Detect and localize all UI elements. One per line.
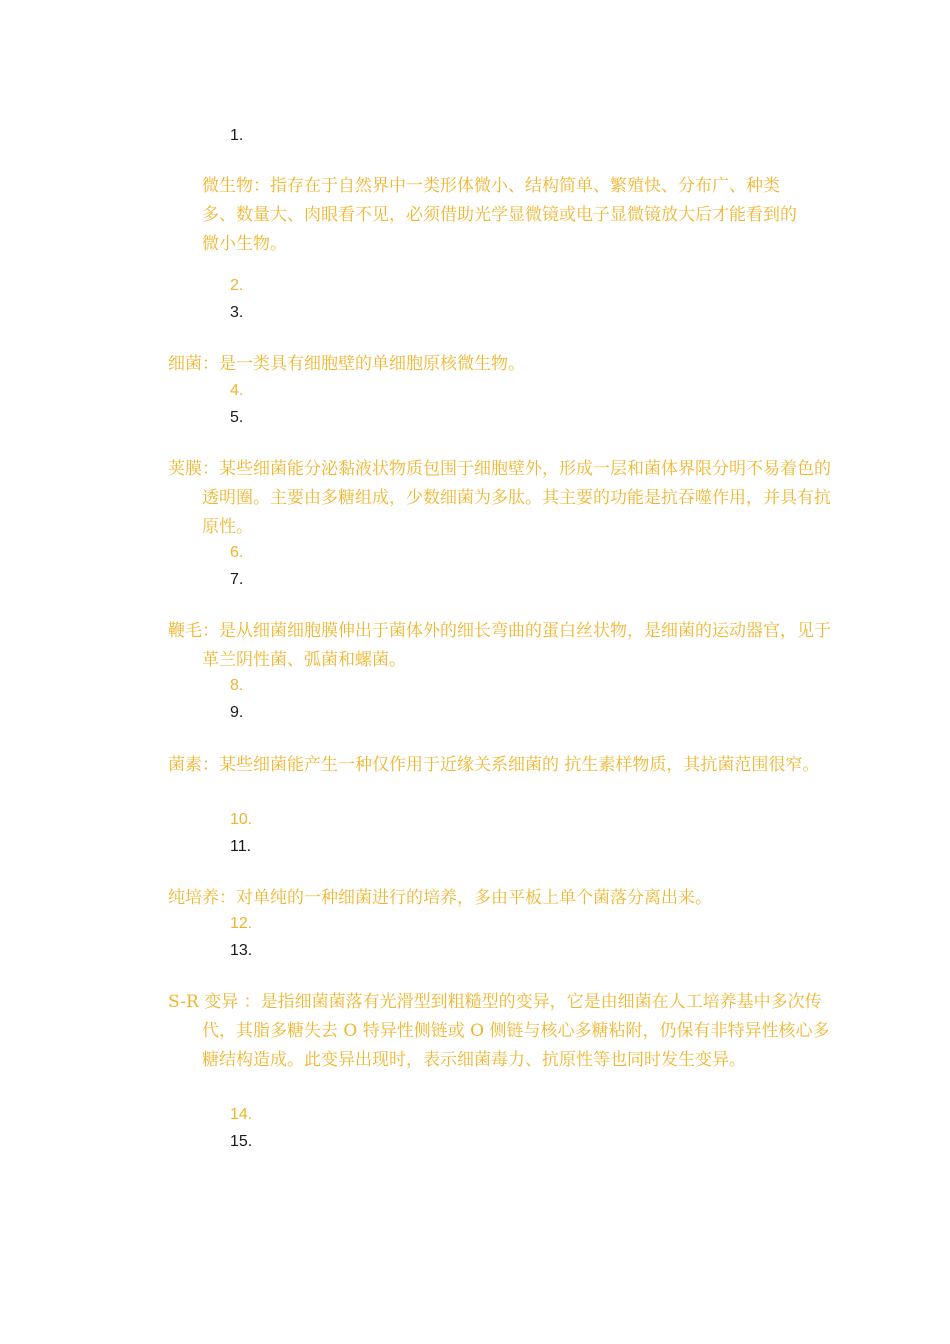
- list-number: 1.: [230, 127, 244, 144]
- list-number: 11.: [230, 838, 252, 855]
- definition-paragraph: S-R 变异 ：是指细菌菌落有光滑型到粗糙型的变异，它是由细菌在人工培养基中多次传代，其脂多糖失去 O 特异性侧链或 O 侧链与核心多糖粘附，仍保有非特异性核心多糖结构造成。此变异出现时，表示细菌毒力、抗原性等也同时发生变异。: [168, 992, 830, 1070]
- definition-paragraph: 鞭毛：是从细菌细胞膜伸出于菌体外的细长弯曲的蛋白丝状物，是细菌的运动器官，见于革兰阴性菌、弧菌和螺菌。: [168, 621, 831, 670]
- list-number: 10.: [230, 811, 253, 828]
- definition-paragraph: 细菌：是一类具有细胞壁的单细胞原核微生物。: [168, 354, 525, 374]
- list-number: 7.: [230, 571, 244, 588]
- list-number: 6.: [230, 544, 244, 561]
- list-number: 15.: [230, 1133, 253, 1150]
- definition-paragraph: 纯培养：对单纯的一种细菌进行的培养，多由平板上单个菌落分离出来。: [168, 888, 712, 908]
- definition-paragraph: 菌素：某些细菌能产生一种仅作用于近缘关系细菌的 抗生素样物质，其抗菌范围很窄。: [168, 755, 820, 775]
- list-number: 9.: [230, 704, 244, 721]
- list-number: 8.: [230, 677, 244, 694]
- definition-paragraph: 微生物：指存在于自然界中一类形体微小、结构简单、繁殖快、分布广、种类多、数量大、肉眼看不见，必须借助光学显微镜或电子显微镜放大后才能看到的微小生物。: [202, 176, 797, 254]
- list-number: 13.: [230, 942, 253, 959]
- list-number: 12.: [230, 915, 253, 932]
- list-number: 4.: [230, 382, 244, 399]
- list-number: 14.: [230, 1106, 253, 1123]
- list-number: 2.: [230, 277, 244, 294]
- definition-paragraph: 荚膜：某些细菌能分泌黏液状物质包围于细胞壁外，形成一层和菌体界限分明不易着色的透明圈。主要由多糖组成，少数细菌为多肽。其主要的功能是抗吞噬作用，并具有抗原性。: [168, 459, 831, 537]
- list-number: 5.: [230, 409, 244, 426]
- list-number: 3.: [230, 304, 244, 321]
